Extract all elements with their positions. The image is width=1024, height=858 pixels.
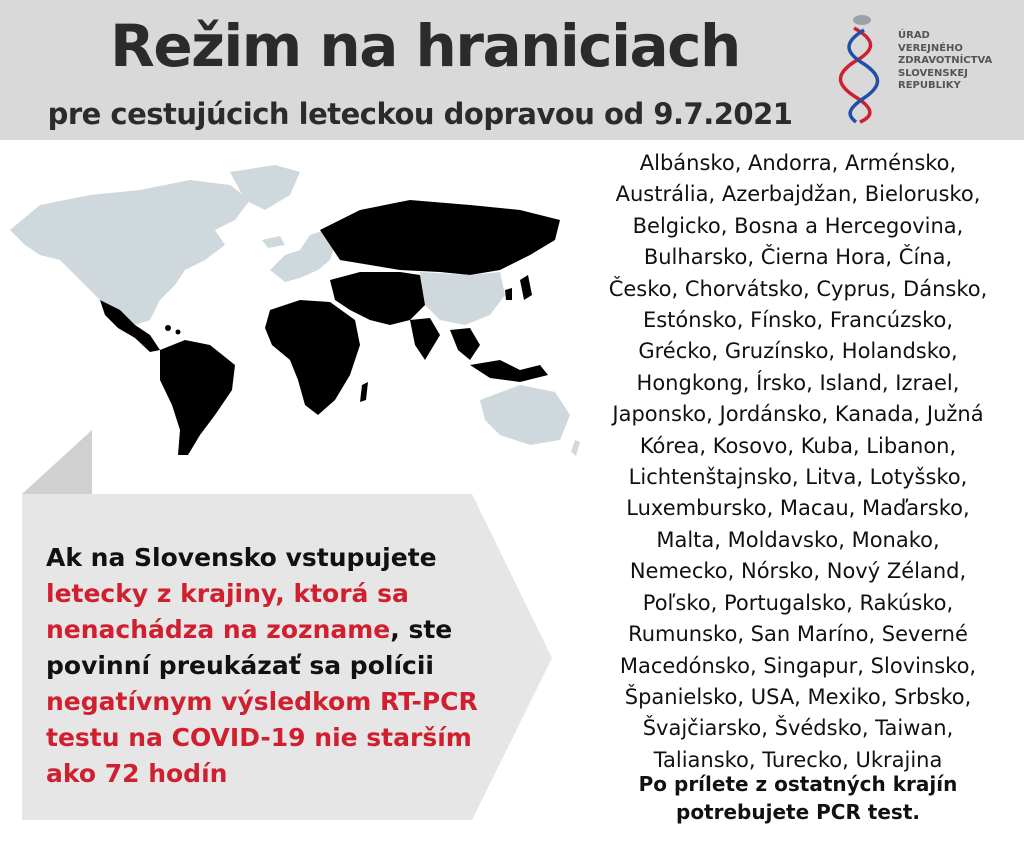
country-line: Japonsko, Jordánsko, Kanada, Južná <box>612 402 984 427</box>
institution-name <box>898 30 1018 93</box>
logo-line: SLOVENSKEJ <box>898 67 968 79</box>
country-line: Poľsko, Portugalsko, Rakúsko, <box>642 590 954 615</box>
country-line: Malta, Moldavsko, Monako, <box>656 527 940 552</box>
country-line: Lichtenštajnsko, Litva, Lotyšsko, <box>628 465 968 490</box>
callout-highlight: letecky z krajiny, ktorá sa nenachádza na zozname <box>46 579 409 644</box>
country-line: Švajčiarsko, Švédsko, Taiwan, <box>642 716 954 741</box>
world-map-icon <box>0 160 580 460</box>
country-line: Nemecko, Nórsko, Nový Zéland, <box>629 559 967 584</box>
footnote-line: Po prílete z ostatných krajín <box>638 772 958 796</box>
callout-highlight: negatívnym výsledkom RT-PCR testu na COVID-19 nie starším ako 72 hodín <box>46 687 478 788</box>
country-line: Taliansko, Turecko, Ukrajina <box>653 747 943 772</box>
callout-text-part: , ste povinní preukázať sa polícii <box>46 615 453 680</box>
country-line: Austrália, Azerbajdžan, Bielorusko, <box>615 182 981 207</box>
footnote <box>588 770 1008 826</box>
country-line: Macedónsko, Singapur, Slovinsko, <box>619 653 977 678</box>
logo-line: ZDRAVOTNÍCTVA <box>898 55 993 66</box>
page-subtitle: pre cestujúcich leteckou dopravou od 9.7.2021 <box>47 97 793 131</box>
country-line: Albánsko, Andorra, Arménsko, <box>639 151 957 175</box>
footnote-line: potrebujete PCR test. <box>676 800 920 824</box>
logo-line: REPUBLIKY <box>898 80 961 91</box>
header-banner <box>0 0 1024 140</box>
logo-line: ÚRAD <box>898 30 930 41</box>
country-line: Španielsko, USA, Mexiko, Srbsko, <box>624 684 972 709</box>
country-line: Bulharsko, Čierna Hora, Čína, <box>643 245 953 270</box>
country-line: Luxembursko, Macau, Maďarsko, <box>626 496 970 521</box>
country-line: Rumunsko, San Maríno, Severné <box>628 622 968 647</box>
country-line: Belgicko, Bosna a Hercegovina, <box>632 213 964 238</box>
callout-text <box>46 540 516 792</box>
country-line: Hongkong, Írsko, Island, Izrael, <box>636 370 960 395</box>
logo-line: VEREJNÉHO <box>898 42 963 54</box>
country-line: Česko, Chorvátsko, Cyprus, Dánsko, <box>608 276 988 301</box>
country-line: Estónsko, Fínsko, Francúzsko, <box>642 308 954 333</box>
country-line: Kórea, Kosovo, Kuba, Libanon, <box>639 433 957 458</box>
country-line: Grécko, Gruzínsko, Holandsko, <box>638 339 958 364</box>
country-list <box>588 148 1008 776</box>
dna-helix-icon <box>838 14 882 124</box>
callout-text-part: Ak na Slovensko vstupujete <box>46 543 437 572</box>
page-title: Režim na hraniciach <box>110 12 740 80</box>
